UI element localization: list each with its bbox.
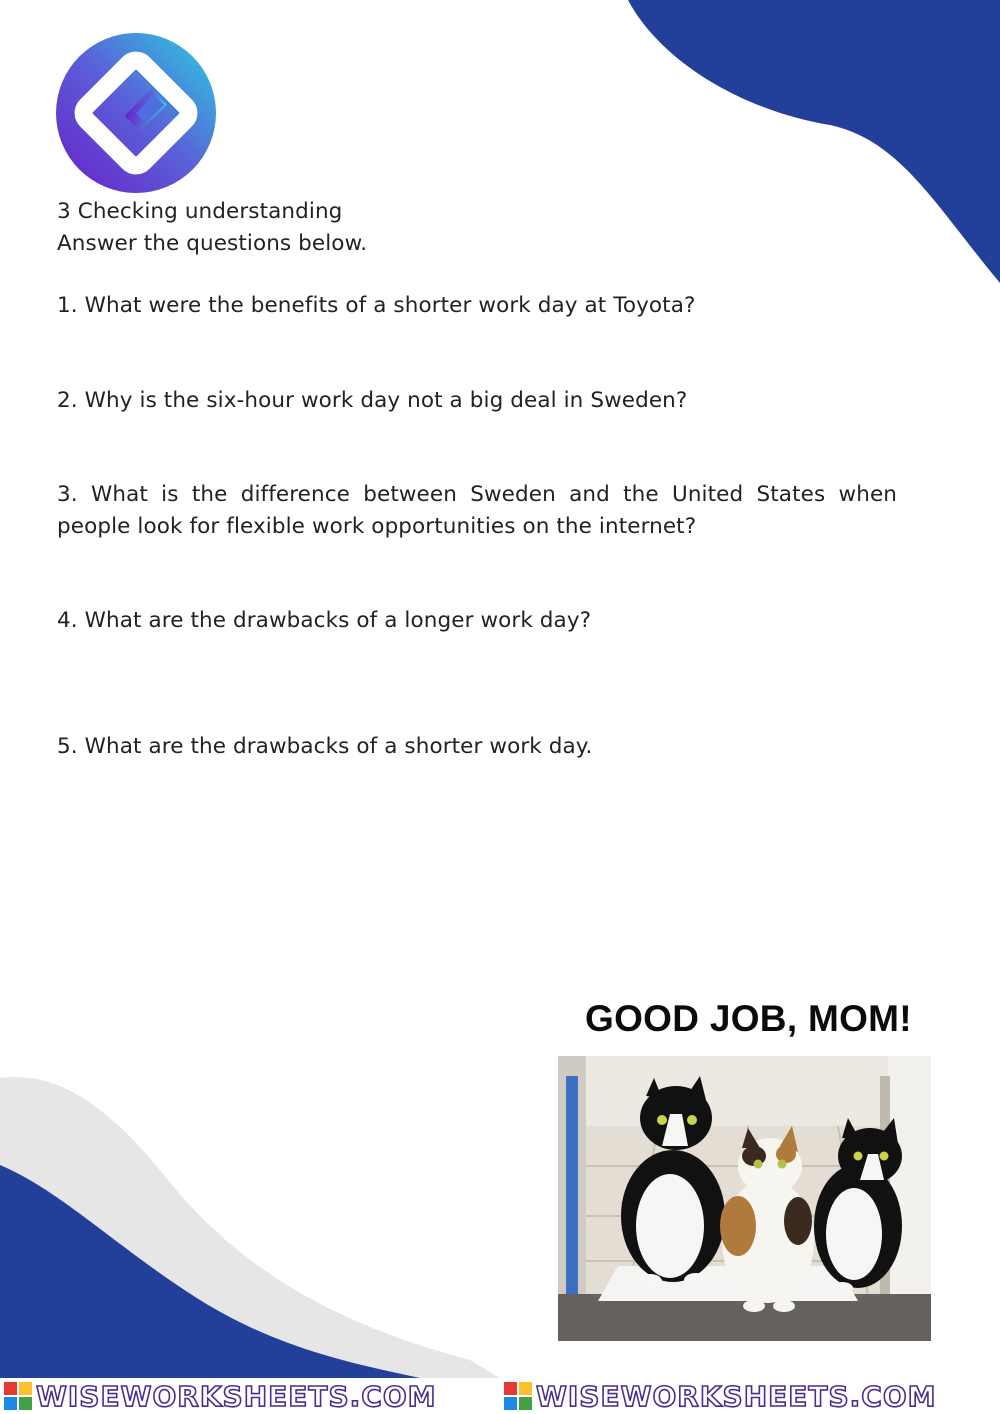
watermark-text: WISEWORKSHEETS.COM — [536, 1379, 937, 1413]
question-5: 5. What are the drawbacks of a shorter work day. — [57, 734, 593, 759]
wiseworksheets-badge-icon — [4, 1382, 32, 1410]
question-2: 2. Why is the six-hour work day not a big deal in Sweden? — [57, 388, 688, 413]
footer-watermark-left — [4, 1378, 437, 1414]
watermark-text: WISEWORKSHEETS.COM — [36, 1379, 437, 1413]
footer-watermark-right — [504, 1378, 937, 1414]
instructions-text: Answer the questions below. — [57, 231, 368, 256]
section-heading: 3 Checking understanding — [57, 199, 343, 224]
praise-heading: GOOD JOB, MOM! — [585, 998, 912, 1039]
question-3: 3. What is the difference between Sweden and the United States when people look for flexible work opportunities on the internet? — [57, 482, 897, 539]
cats-photo — [558, 1056, 931, 1341]
question-4: 4. What are the drawbacks of a longer work day? — [57, 608, 592, 633]
question-1: 1. What were the benefits of a shorter work day at Toyota? — [57, 293, 696, 318]
wiseworksheets-badge-icon — [504, 1382, 532, 1410]
app-logo-icon — [56, 33, 216, 193]
